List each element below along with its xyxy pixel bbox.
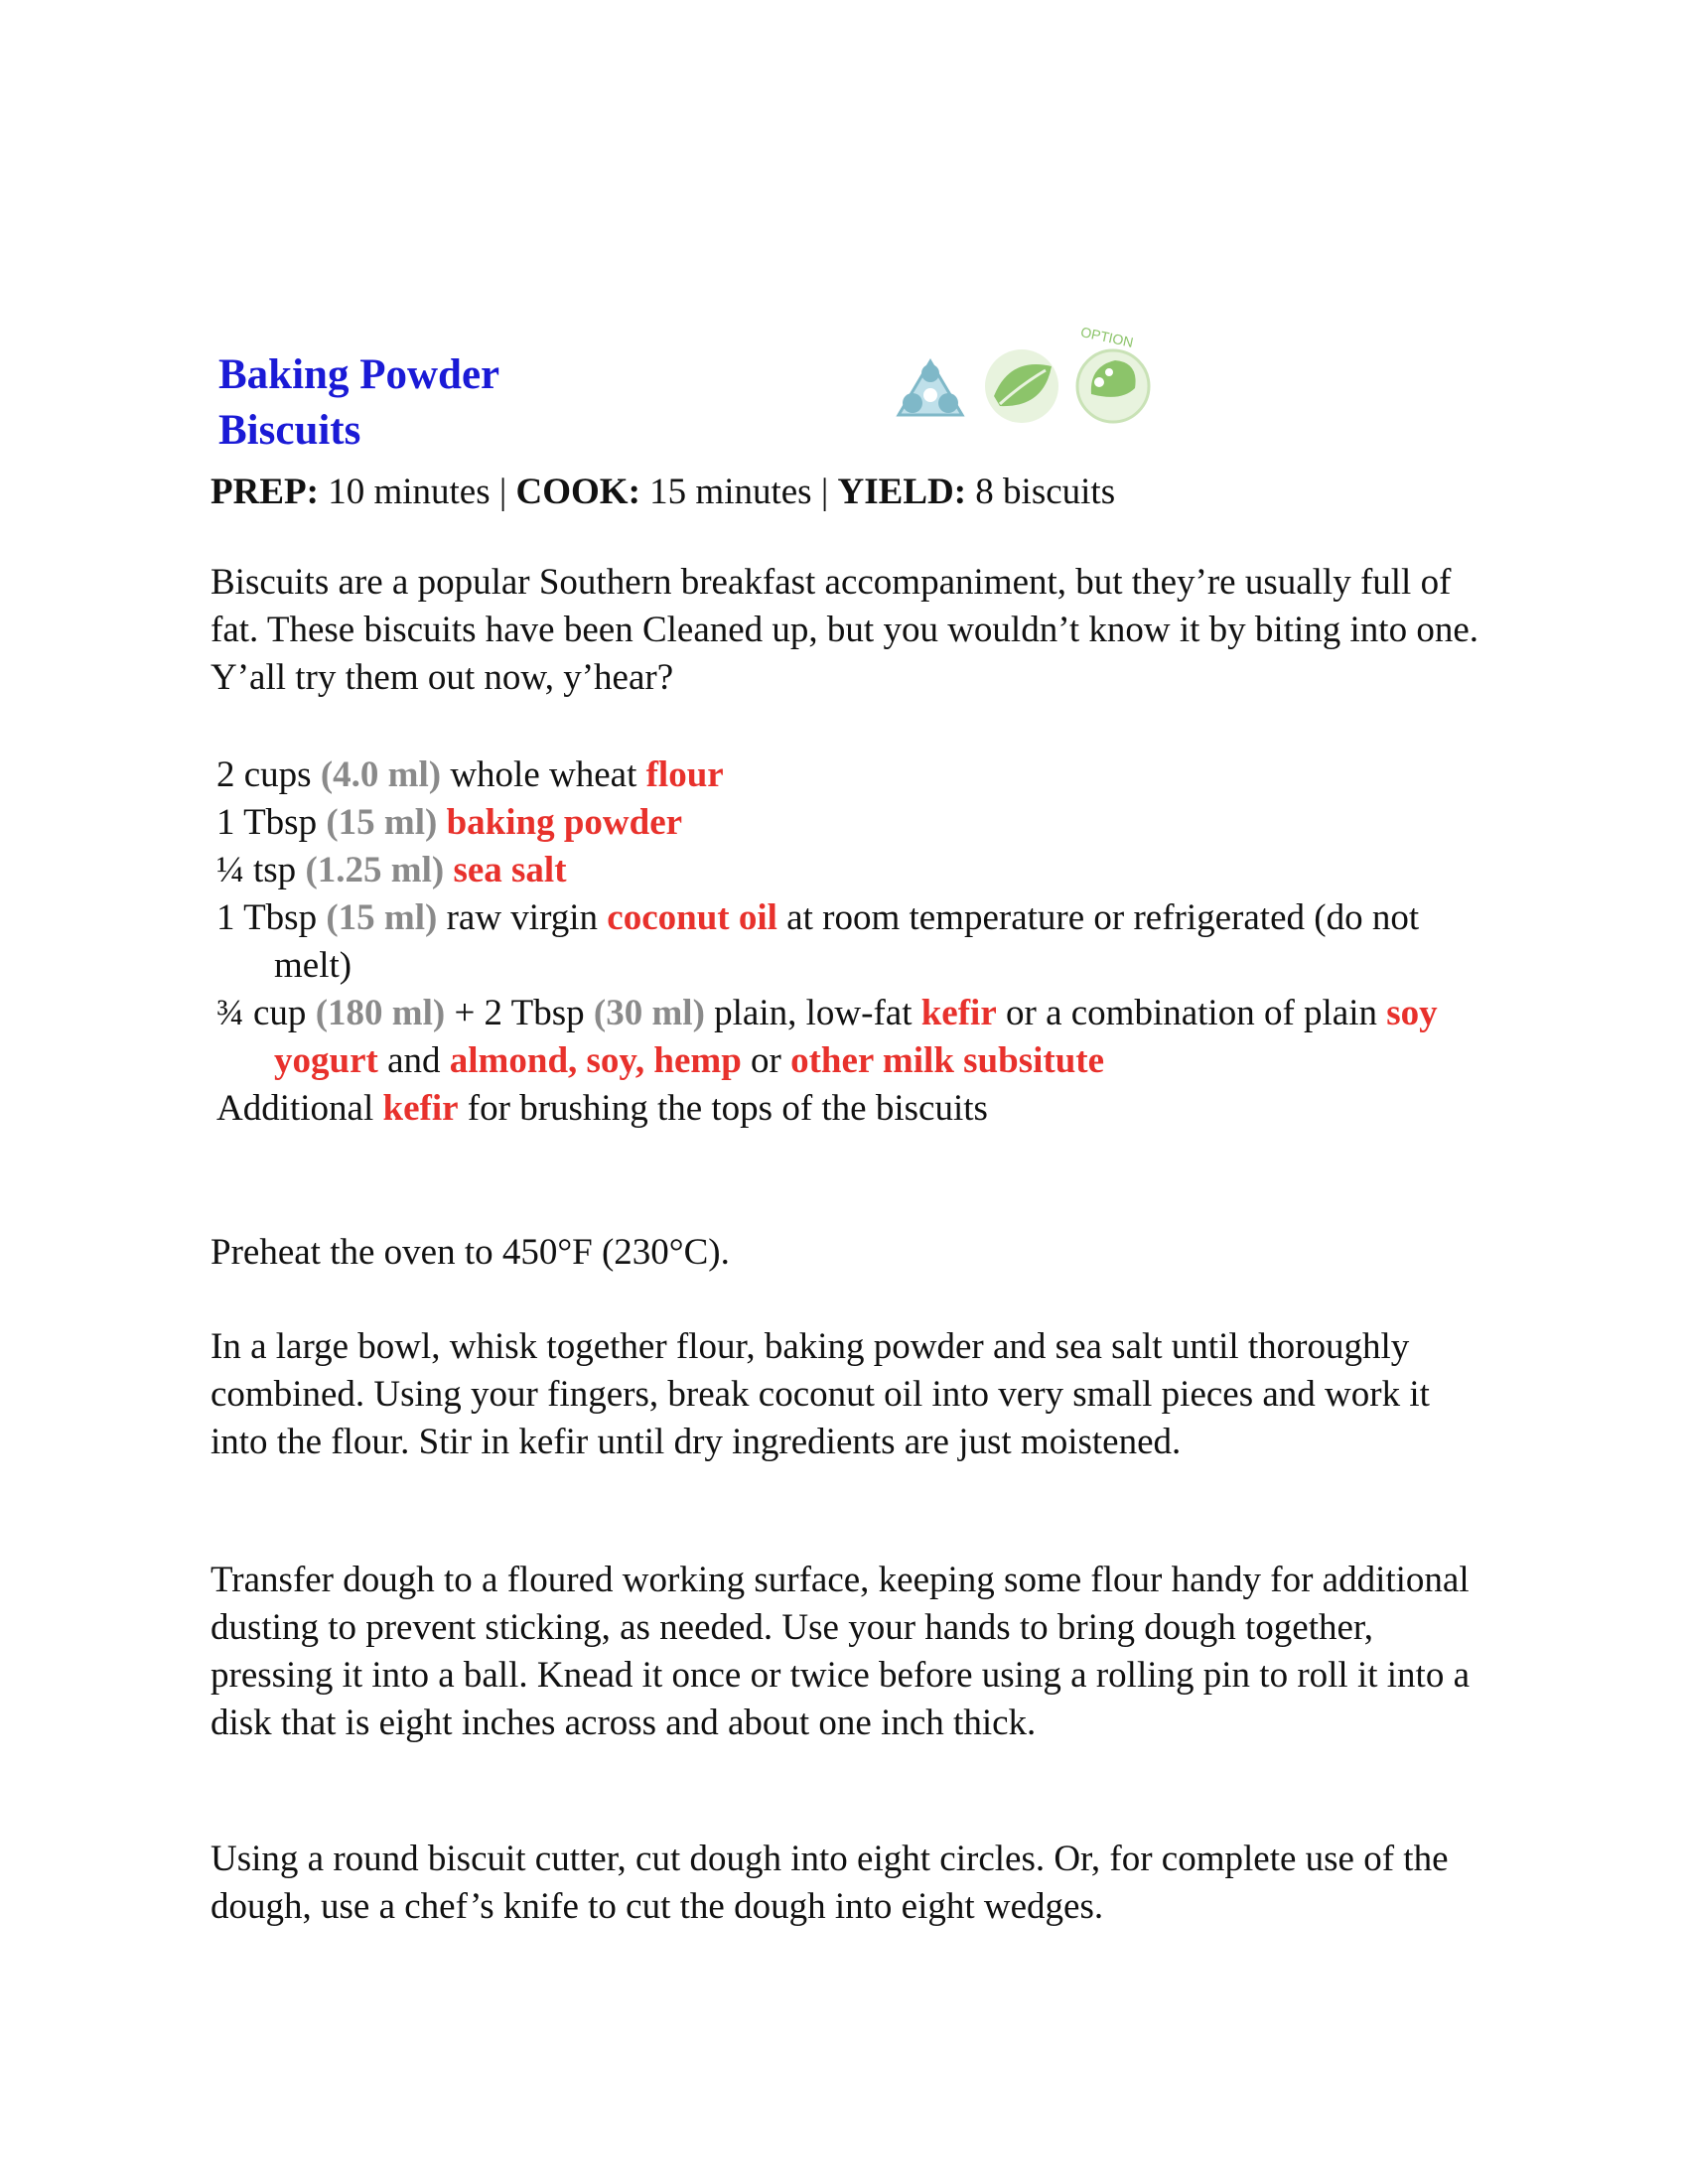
ingredient-metric: (180 ml) (315, 993, 446, 1033)
ingredient-text: plain, low-fat (714, 993, 913, 1033)
recipe-meta (211, 469, 1115, 516)
ingredient-text: Additional (216, 1088, 374, 1129)
recipe-title (218, 347, 499, 459)
ingredient-item (216, 847, 1497, 894)
recipe-intro: Biscuits are a popular Southern breakfast accompaniment, but they’re usually full of fat. These biscuits have been Cleaned up, but you wouldn’t know it by biting into one. Y’all try them out now, y’hear? (211, 562, 1478, 698)
ingredient-metric: (1.25 ml) (305, 850, 445, 890)
title-line-2: Biscuits (218, 407, 361, 454)
svg-text:OPTION: OPTION (1079, 324, 1135, 350)
ingredient-qty: + 2 Tbsp (454, 993, 585, 1033)
ingredient-metric: (15 ml) (326, 897, 438, 938)
ingredient-qty: ¾ cup (216, 993, 307, 1033)
ingredient-item (216, 751, 1497, 799)
step-mix: In a large bowl, whisk together flour, baking powder and sea salt until thoroughly combined. Using your fingers, break coconut oil into very small pieces and work it into the flour. Stir in kefir until dry ingredients are just moistened. (211, 1326, 1430, 1462)
ingredient-item (216, 894, 1497, 990)
cook-label: COOK: (515, 472, 640, 512)
yield-value: 8 biscuits (975, 472, 1116, 512)
prep-label: PREP: (211, 472, 319, 512)
ingredient-text: or a combination of plain (1006, 993, 1378, 1033)
prep-value: 10 minutes (328, 472, 491, 512)
ingredient-item (216, 1085, 1497, 1133)
step-cut: Using a round biscuit cutter, cut dough into eight circles. Or, for complete use of the dough, use a chef’s knife to cut the dough into eight wedges. (211, 1839, 1449, 1927)
step-roll: Transfer dough to a floured working surface, keeping some flour handy for additional dusting to prevent sticking, as needed. Use your hands to bring dough together, pressing it into a ball. Knead it once or twice before using a rolling pin to roll it into a disk that is eight inches across and about one inch thick. (211, 1560, 1470, 1743)
ingredient-text: raw virgin (446, 897, 599, 938)
ingredient-metric: (15 ml) (326, 802, 438, 843)
ingredient-key: soy yogurt (274, 993, 1438, 1081)
ingredient-key: kefir (382, 1088, 459, 1129)
meta-separator: | (498, 472, 507, 512)
ingredient-item (216, 799, 1497, 847)
ingredient-key: coconut oil (607, 897, 777, 938)
ingredient-text: whole wheat (450, 754, 637, 795)
ingredient-metric: (30 ml) (593, 993, 705, 1033)
ingredient-key: almond, soy, hemp (449, 1040, 742, 1081)
ingredient-metric: (4.0 ml) (320, 754, 442, 795)
ingredient-key: sea salt (453, 850, 567, 890)
diet-badges (889, 323, 1162, 432)
ingredient-key: kefir (920, 993, 997, 1033)
ingredient-key: baking powder (446, 802, 683, 843)
ingredient-text: and (387, 1040, 441, 1081)
ingredient-text: for brushing the tops of the biscuits (467, 1088, 988, 1129)
yield-label: YIELD: (837, 472, 967, 512)
step-preheat: Preheat the oven to 450°F (230°C). (211, 1232, 730, 1273)
ingredient-qty: 1 Tbsp (216, 802, 318, 843)
ingredient-text: or (751, 1040, 781, 1081)
ingredient-list (216, 751, 1497, 1133)
ingredient-text: at room temperature or refrigerated (do not melt) (274, 897, 1420, 986)
cook-value: 15 minutes (649, 472, 812, 512)
ingredient-qty: 1 Tbsp (216, 897, 318, 938)
ingredient-qty: 2 cups (216, 754, 312, 795)
vegetarian-leaf-icon (980, 342, 1064, 427)
ingredient-key: other milk subsitute (790, 1040, 1105, 1081)
title-line-1: Baking Powder (218, 351, 500, 398)
ingredient-qty: ¼ tsp (216, 850, 297, 890)
allergen-friendly-icon (889, 347, 973, 432)
ingredient-item (216, 990, 1497, 1085)
meta-separator: | (820, 472, 829, 512)
ingredient-key: flour (645, 754, 724, 795)
option-vegan-icon (1069, 323, 1159, 432)
